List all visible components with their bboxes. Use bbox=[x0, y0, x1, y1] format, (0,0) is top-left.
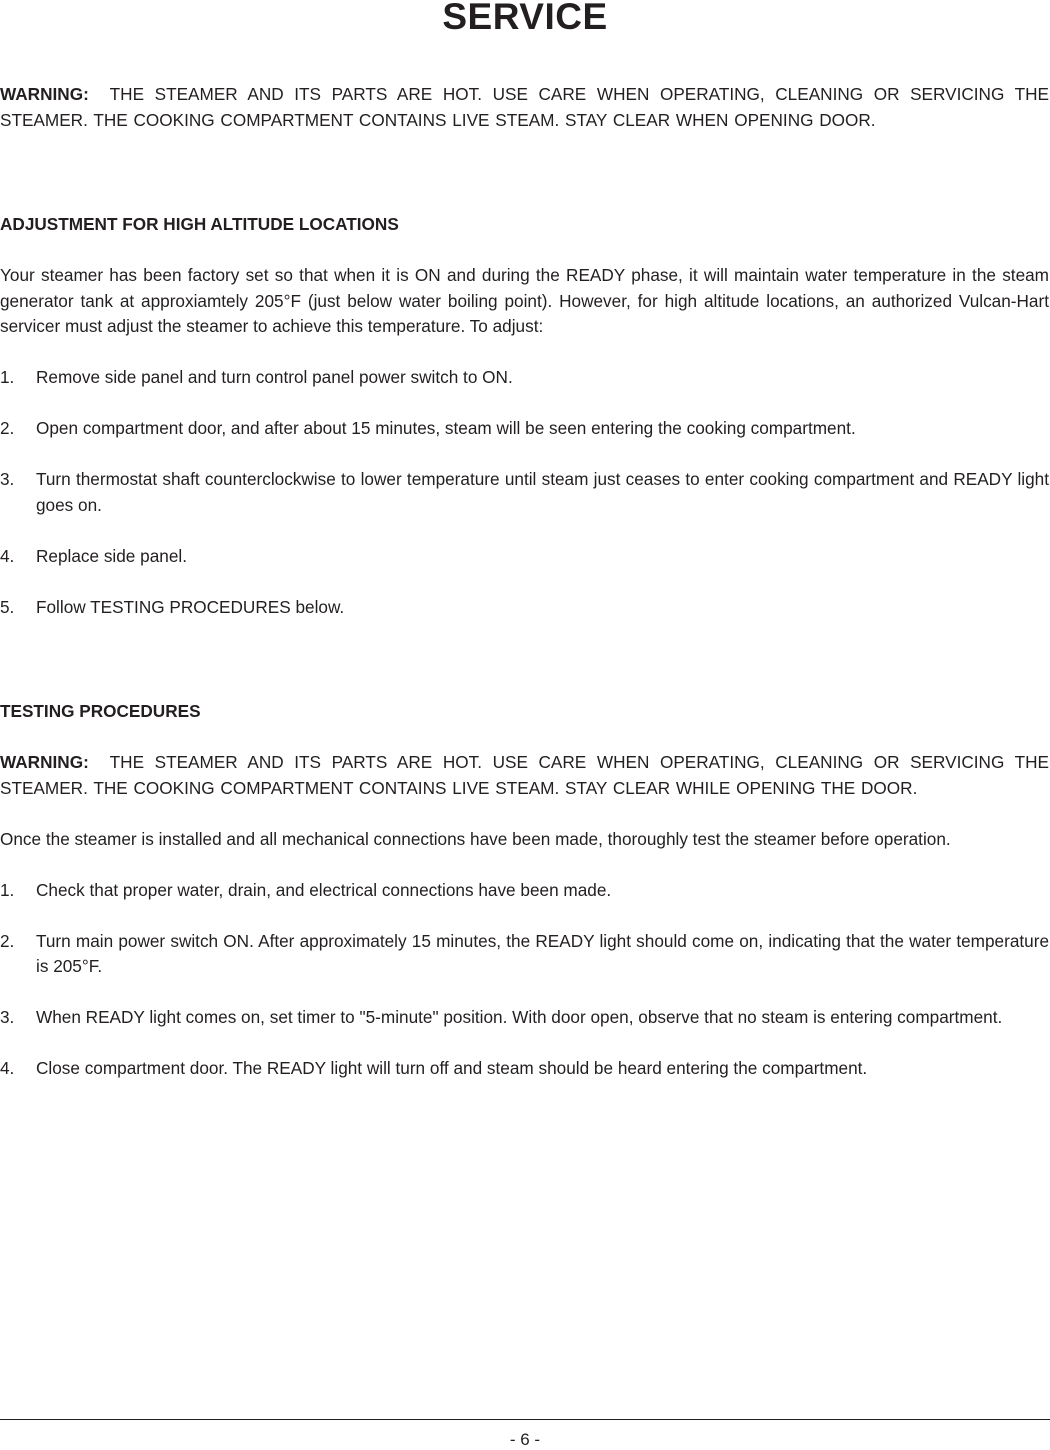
list-item-text: Follow TESTING PROCEDURES below. bbox=[36, 596, 345, 617]
list-item bbox=[0, 1056, 1049, 1082]
list-item-number: 1. bbox=[0, 879, 15, 900]
list-item-number: 3. bbox=[0, 469, 15, 489]
warning-label: WARNING: bbox=[0, 752, 89, 772]
list-item-text: Turn thermostat shaft counterclockwise to lower temperature until steam just ceases to enter cooking compartment and READY light goes on. bbox=[36, 469, 1049, 515]
altitude-steps bbox=[0, 365, 1049, 620]
list-item-text: Turn main power switch ON. After approximately 15 minutes, the READY light should come on, indicating that the water temperature is 205°F. bbox=[36, 930, 1049, 976]
list-item bbox=[0, 1005, 1049, 1031]
list-item bbox=[0, 929, 1049, 980]
list-item-number: 2. bbox=[0, 930, 15, 951]
warning-text: THE STEAMER AND ITS PARTS ARE HOT. USE CARE WHEN OPERATING, CLEANING OR SERVICING THE STEAMER. THE COOKING COMPARTMENT CONTAINS LIVE STEAM. STAY CLEAR WHEN OPENING DOOR. bbox=[0, 84, 1049, 130]
altitude-intro: Your steamer has been factory set so that when it is ON and during the READY phase, it will maintain water temperature in the steam generator tank at approxiamtely 205°F (just below water boiling point). However, for high altitude locations, an authorized Vulcan-Hart servicer must adjust the steamer to achieve this temperature. To adjust: bbox=[0, 265, 1049, 336]
list-item bbox=[0, 878, 1049, 904]
list-item-number: 2. bbox=[0, 418, 15, 438]
section-heading-testing: TESTING PROCEDURES bbox=[0, 701, 201, 721]
section-heading-altitude: ADJUSTMENT FOR HIGH ALTITUDE LOCATIONS bbox=[0, 214, 399, 234]
list-item-text: Close compartment door. The READY light will turn off and steam should be heard entering the compartment. bbox=[36, 1058, 868, 1078]
list-item-number: 1. bbox=[0, 367, 15, 387]
list-item-number: 4. bbox=[0, 1058, 15, 1078]
list-item-text: Replace side panel. bbox=[36, 545, 187, 566]
footer-divider bbox=[0, 1419, 1050, 1420]
list-item bbox=[0, 595, 1049, 621]
list-item-number: 3. bbox=[0, 1007, 15, 1027]
list-item-number: 4. bbox=[0, 545, 15, 566]
list-item bbox=[0, 544, 1049, 570]
testing-intro: Once the steamer is installed and all mechanical connections have been made, thoroughly test the steamer before operation. bbox=[0, 828, 951, 849]
list-item-text: Remove side panel and turn control panel power switch to ON. bbox=[36, 367, 513, 387]
list-item bbox=[0, 467, 1049, 518]
page-number: - 6 - bbox=[509, 1430, 541, 1449]
warning-paragraph-top bbox=[0, 82, 1049, 133]
list-item-text: Open compartment door, and after about 15 minutes, steam will be seen entering the cooking compartment. bbox=[36, 418, 856, 438]
page-title: SERVICE bbox=[442, 0, 608, 37]
testing-steps bbox=[0, 878, 1049, 1082]
list-item-text: When READY light comes on, set timer to "5-minute" position. With door open, observe that no steam is entering compartment. bbox=[36, 1007, 1003, 1027]
list-item bbox=[0, 365, 1049, 391]
warning-text: THE STEAMER AND ITS PARTS ARE HOT. USE CARE WHEN OPERATING, CLEANING OR SERVICING THE STEAMER. THE COOKING COMPARTMENT CONTAINS LIVE STEAM. STAY CLEAR WHILE OPENING THE DOOR. bbox=[0, 752, 1049, 798]
warning-paragraph-testing bbox=[0, 750, 1049, 801]
list-item-text: Check that proper water, drain, and electrical connections have been made. bbox=[36, 879, 612, 900]
warning-label: WARNING: bbox=[0, 84, 89, 104]
list-item bbox=[0, 416, 1049, 442]
page-content bbox=[0, 82, 1049, 1082]
list-item-number: 5. bbox=[0, 596, 15, 617]
